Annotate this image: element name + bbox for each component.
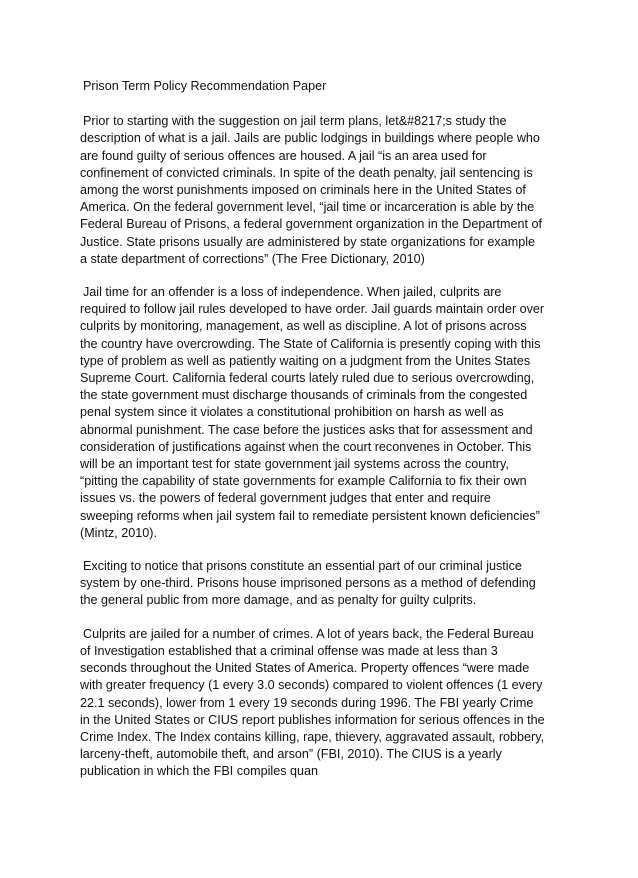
paragraph-jail-time: Jail time for an offender is a loss of independence. When jailed, culprits are required to follow jail rules developed to have order. Jail guards maintain order over culprits by monitoring, management, as well as discipline. A lot of prisons across the country have overcrowding. The State of California is presently coping with this type of problem as well as patiently waiting on a judgment from the Unites States Supreme Court. California federal courts lately ruled due to serious overcrowding, the state government must discharge thousands of criminals from the congested penal system since it violates a constitutional prohibition on harsh as well as abnormal punishment. The case before the justices asks that for assessment and consideration of justifications against when the court reconvenes in October. This will be an important test for state government jail systems across the country, “pitting the capability of state governments for example California to fix their own issues vs. the powers of federal government judges that enter and require sweeping reforms when jail system fail to remediate persistent known deficiencies” (Mintz, 2010). (80, 285, 545, 540)
paragraph-prisons-role: Exciting to notice that prisons constitute an essential part of our criminal justice system by one-third. Prisons house imprisoned persons as a method of defending the general public from more damage, and as penalty for guilty culprits. (80, 559, 536, 608)
document-body (80, 78, 545, 797)
paragraph-jail-definition: Prior to starting with the suggestion on jail term plans, let&#8217;s study the description of what is a jail. Jails are public lodgings in buildings where people who are found guilty of serious offences are housed. A jail “is an area used for confinement of convicted criminals. In spite of the death penalty, jail sentencing is among the worst punishments imposed on criminals here in the United States of America. On the federal government level, “jail time or incarceration is able by the Federal Bureau of Prisons, a federal government organization in the Department of Justice. State prisons usually are administered by state organizations for example a state department of corrections” (The Free Dictionary, 2010) (80, 114, 543, 266)
document-title: Prison Term Policy Recommendation Paper (83, 79, 327, 93)
paragraph-crime-statistics: Culprits are jailed for a number of crimes. A lot of years back, the Federal Bureau of Investigation established that a criminal offense was made at less than 3 seconds throughout the United States of America. Property offences “were made with greater frequency (1 every 3.0 seconds) compared to violent offences (1 every 22.1 seconds), lower from 1 every 19 seconds during 1996. The FBI yearly Crime in the United States or CIUS report publishes information for serious offences in the Crime Index. The Index contains killing, rape, thievery, aggravated assault, robbery, larceny-theft, automobile theft, and arson” (FBI, 2010). The CIUS is a yearly publication in which the FBI compiles quan (80, 626, 545, 779)
